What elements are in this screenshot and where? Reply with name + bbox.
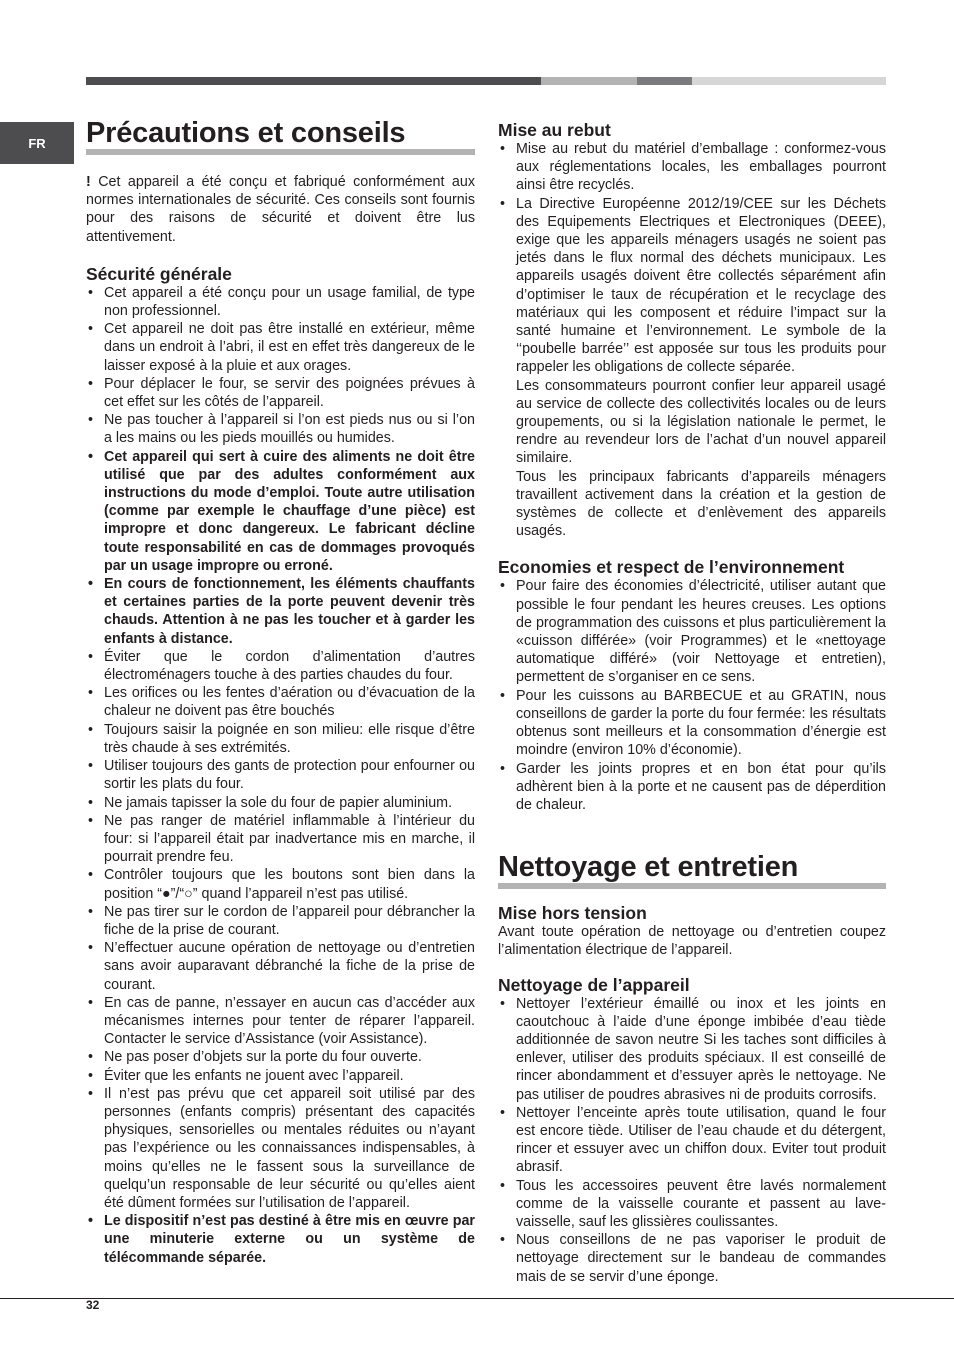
footer-rule <box>0 1298 954 1299</box>
warning-mark: ! <box>86 174 91 190</box>
list-item: • Nettoyer l’enceinte après toute utilisation, quand le four est encore tiède. Utiliser de l’eau chaude et du détergent, rincer et essuyer avec un chiffon doux. Eviter tout produit abrasif. <box>498 1104 886 1177</box>
tension-paragraph: Avant toute opération de nettoyage ou d’entretien coupez l’alimentation électrique de l’appareil. <box>498 924 886 959</box>
heading-mise-au-rebut: Mise au rebut <box>498 120 611 140</box>
header-bar-segment <box>692 77 886 85</box>
list-item: • Ne pas poser d’objets sur la porte du four ouverte. <box>86 1048 475 1066</box>
list-item: • Garder les joints propres et en bon état pour qu’ils adhèrent bien à la porte et ne causent pas de déperdition de chaleur. <box>498 760 886 815</box>
list-item: • Tous les accessoires peuvent être lavés normalement comme de la vaisselle courante et passent au lave-vaisselle, sauf les glissières coulissantes. <box>498 1177 886 1232</box>
list-item: • Cet appareil a été conçu pour un usage familial, de type non professionnel. <box>86 284 475 320</box>
list-item: • Nous conseillons de ne pas vaporiser le produit de nettoyage directement sur le bandeau de commandes mais de se servir d’une éponge. <box>498 1231 886 1286</box>
heading-nettoyage-appareil: Nettoyage de l’appareil <box>498 974 690 995</box>
list-item: • Ne pas tirer sur le cordon de l’appareil pour débrancher la fiche de la prise de courant. <box>86 903 475 939</box>
list-item: • Ne jamais tapisser la sole du four de papier aluminium. <box>86 794 475 812</box>
list-item: • N’effectuer aucune opération de nettoyage ou d’entretien sans avoir auparavant débranché la fiche de la prise de courant. <box>86 939 475 994</box>
header-color-bar <box>86 77 886 85</box>
heading-economies: Economies et respect de l’environnement <box>498 557 845 578</box>
list-item: • Cet appareil qui sert à cuire des aliments ne doit être utilisé que par des adultes conformément aux instructions du mode d’emploi. Toute autre utilisation (comme par exemple le chauffage d’une pièce) est impropre et donc dangereux. Le fabricant décline toute responsabilité en cas de dommages provoqués par un usage impropre ou erroné. <box>86 448 475 575</box>
header-bar-segment <box>637 77 692 85</box>
list-item: • Éviter que le cordon d’alimentation d’autres électroménagers touche à des parties chaudes du four. <box>86 648 475 684</box>
list-item: • Il n’est pas prévu que cet appareil soit utilisé par des personnes (enfants compris) présentant des capacités physiques, sensorielles ou mentales réduites ou n’ayant pas l’expérience ou les connaissances indispensables, à moins qu’elles ne le fassent sous la surveillance de quelqu’un responsable de leur sécurité ou qu’elles aient été dûment formées sur l’utilisation de l’appareil. <box>86 1085 475 1212</box>
list-item: • Nettoyer l’extérieur émaillé ou inox et les joints en caoutchouc à l’aide d’une éponge imbibée d’eau tiède additionnée de savon neutre Si les taches sont difficiles à enlever, utiliser des produits spéciaux. Il est conseillé de rincer abondamment et d’essuyer après le nettoyage. Ne pas utiliser de poudres abrasives ni de produits corrosifs. <box>498 995 886 1104</box>
appareil-list <box>498 995 886 1286</box>
economies-list <box>498 577 886 814</box>
language-tab: FR <box>0 122 74 164</box>
section-title-nettoyage: Nettoyage et entretien <box>498 852 886 889</box>
list-item: • Pour les cuissons au BARBECUE et au GRATIN, nous conseillons de garder la porte du four fermée: les résultats obtenus sont meilleurs et la consommation d’énergie est moindre (environ 10% d’économie). <box>498 687 886 760</box>
list-item: • La Directive Européenne 2012/19/CEE sur les Déchets des Equipements Electriques et Electroniques (DEEE), exige que les appareils ménagers usagés ne soient pas jetés dans le flux normal des déchets municipaux. Les appareils usagés doivent être collectés séparément afin d’optimiser le taux de récupération et le recyclage des matériaux qui les composent et réduire l’impact sur la santé humaine et l’environnement. Le symbole de la ‘‘poubelle barrée’’ est apposée sur tous les produits pour rappeler les obligations de collecte séparée. <box>498 195 886 377</box>
list-item: • Ne pas toucher à l’appareil si l’on est pieds nus ou si l’on a les mains ou les pieds mouillés ou humides. <box>86 411 475 447</box>
header-bar-segment <box>86 77 541 85</box>
right-column <box>498 118 886 1286</box>
header-bar-segment <box>541 77 637 85</box>
list-item: • Les orifices ou les fentes d’aération ou d’évacuation de la chaleur ne doivent pas être bouchés <box>86 684 475 720</box>
page-number: 32 <box>86 1298 100 1312</box>
heading-securite-generale: Sécurité générale <box>86 263 232 284</box>
list-item: • Cet appareil ne doit pas être installé en extérieur, même dans un endroit à l’abri, il est en effet très dangereux de le laisser exposé à la pluie et aux orages. <box>86 320 475 375</box>
rebut-paragraph: Les consommateurs pourront confier leur appareil usagé au service de collecte des collectivités locales ou de leurs groupements, ou si la législation nationale le permet, le rendre au revendeur lors de l’achat d’un nouvel appareil similaire. <box>516 377 886 467</box>
list-item: • En cas de panne, n’essayer en aucun cas d’accéder aux mécanismes internes pour tenter de réparer l’appareil. Contacter le service d’Assistance (voir Assistance). <box>86 994 475 1049</box>
heading-mise-hors-tension: Mise hors tension <box>498 903 647 924</box>
intro-paragraph <box>86 173 475 246</box>
list-item: • Pour faire des économies d’électricité, utiliser autant que possible le four pendant les heures creuses. Les options de programmation des cuissons et plus particulièrement la «cuisson différée» (voir Programmes) et le «nettoyage automatique différé» (voir Nettoyage et entretien), permettent de s’organiser en ce sens. <box>498 577 886 686</box>
list-item: • Toujours saisir la poignée en son milieu: elle risque d’être très chaude à ses extrémités. <box>86 721 475 757</box>
list-item: • Contrôler toujours que les boutons sont bien dans la position “●”/“○” quand l’appareil n’est pas utilisé. <box>86 866 475 902</box>
rebut-list <box>498 140 886 377</box>
list-item: • Éviter que les enfants ne jouent avec l’appareil. <box>86 1067 475 1085</box>
intro-text: Cet appareil a été conçu et fabriqué conformément aux normes internationales de sécurité. Ces conseils sont fournis pour des raisons de sécurité et doivent être lus attentivement. <box>86 174 475 245</box>
rebut-paragraph: Tous les principaux fabricants d’appareils ménagers travaillent activement dans la création et la gestion de systèmes de collecte et d’enlèvement des appareils usagés. <box>516 468 886 540</box>
list-item: • Ne pas ranger de matériel inflammable à l’intérieur du four: si l’appareil était par inadvertance mis en marche, il pourrait prendre feu. <box>86 812 475 867</box>
section-title-precautions: Précautions et conseils <box>86 118 475 155</box>
list-item: • Le dispositif n’est pas destiné à être mis en œuvre par une minuterie externe ou un système de télécommande séparée. <box>86 1212 475 1267</box>
list-item: • Mise au rebut du matériel d’emballage : conformez-vous aux réglementations locales, les emballages pourront ainsi être recyclés. <box>498 140 886 195</box>
securite-list <box>86 284 475 1267</box>
list-item: • En cours de fonctionnement, les éléments chauffants et certaines parties de la porte peuvent devenir très chauds. Attention à ne pas les toucher et à garder les enfants à distance. <box>86 575 475 648</box>
list-item: • Utiliser toujours des gants de protection pour enfourner ou sortir les plats du four. <box>86 757 475 793</box>
left-column <box>86 118 475 1267</box>
list-item: • Pour déplacer le four, se servir des poignées prévues à cet effet sur les côtés de l’appareil. <box>86 375 475 411</box>
